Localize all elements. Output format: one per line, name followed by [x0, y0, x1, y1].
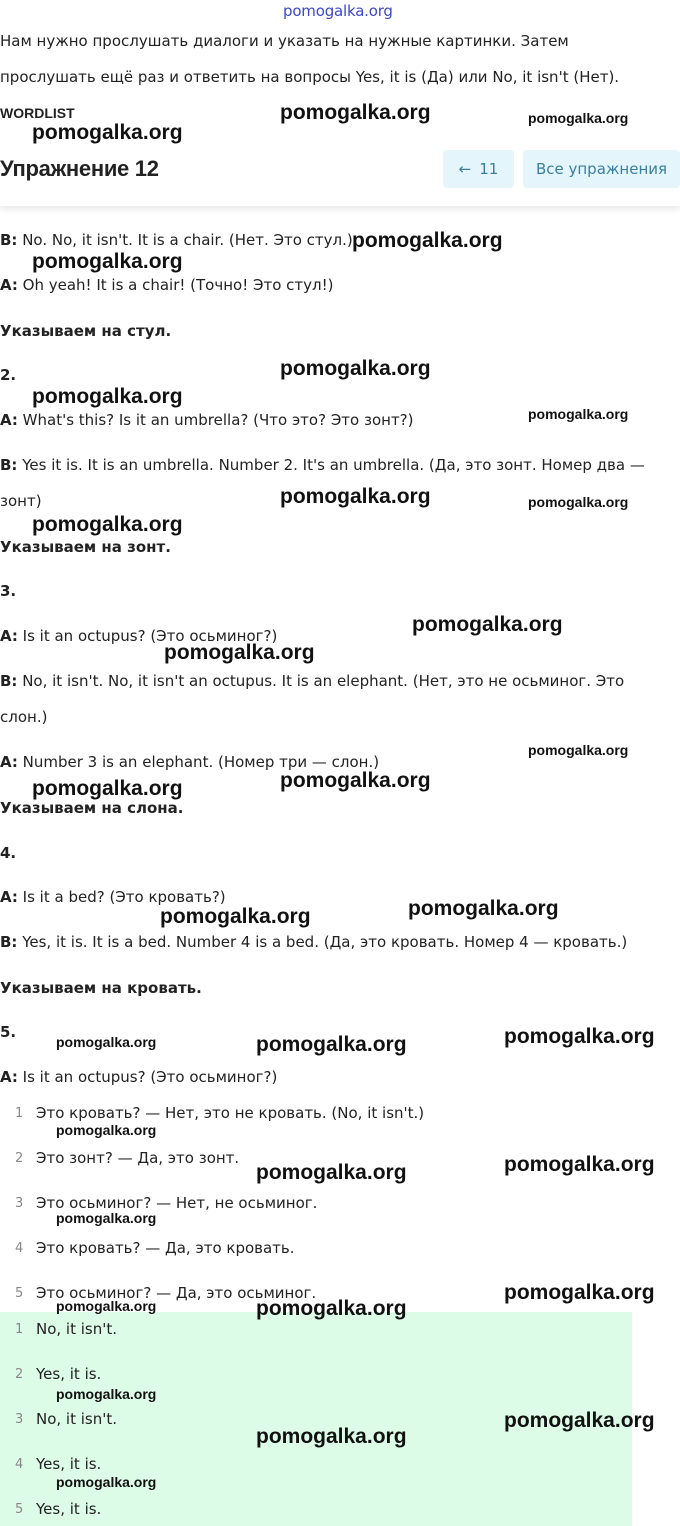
question-number: 5	[15, 1286, 24, 1301]
watermark: pomogalka.org	[256, 1161, 407, 1184]
dialog-line: зонт)	[0, 492, 42, 510]
watermark: pomogalka.org	[160, 905, 311, 928]
instruction-line: Указываем на слона.	[0, 799, 184, 817]
section-number: 2.	[0, 366, 17, 384]
question-number: 1	[15, 1106, 24, 1121]
section-number: 3.	[0, 582, 17, 600]
page-title: Упражнение 12	[0, 156, 159, 181]
question-number: 4	[15, 1241, 24, 1256]
section-number: 5.	[0, 1023, 17, 1041]
dialog-line: слон.)	[0, 708, 48, 726]
arrow-left-icon: ←	[458, 160, 472, 178]
answer-number: 1	[15, 1322, 24, 1337]
watermark: pomogalka.org	[528, 742, 629, 758]
dialog-line: B: No. No, it isn't. It is a chair. (Нет. Это стул.)	[0, 231, 353, 249]
dialog-line: A: Oh yeah! It is a chair! (Точно! Это стул!)	[0, 276, 334, 294]
question-item: Это зонт? — Да, это зонт.	[36, 1149, 240, 1167]
dialog-line: A: What's this? Is it an umbrella? (Что это? Это зонт?)	[0, 411, 414, 429]
watermark: pomogalka.org	[56, 1210, 157, 1226]
dialog-line: A: Is it a bed? (Это кровать?)	[0, 888, 226, 906]
answer-item: Yes, it is.	[36, 1365, 102, 1383]
watermark: pomogalka.org	[32, 777, 183, 800]
watermark: pomogalka.org	[352, 229, 503, 252]
intro-line-2: прослушать ещё раз и ответить на вопросы Yes, it is (Да) или No, it isn't (Нет).	[0, 68, 620, 86]
question-number: 3	[15, 1196, 24, 1211]
dialog-line: A: Is it an octupus? (Это осьминог?)	[0, 1068, 278, 1086]
all-exercises-label: Все упражнения	[535, 160, 668, 178]
watermark: pomogalka.org	[528, 406, 629, 422]
watermark: pomogalka.org	[412, 613, 563, 636]
wordlist-label[interactable]: WORDLIST	[0, 105, 75, 121]
answer-number: 3	[15, 1412, 24, 1427]
watermark: pomogalka.org	[504, 1153, 655, 1176]
answer-number: 5	[15, 1502, 24, 1517]
question-item: Это осьминог? — Да, это осьминог.	[36, 1284, 317, 1302]
dialog-line: B: Yes, it is. It is a bed. Number 4 is a bed. (Да, это кровать. Номер 4 — кровать.)	[0, 933, 628, 951]
watermark: pomogalka.org	[32, 385, 183, 408]
watermark: pomogalka.org	[280, 485, 431, 508]
dialog-line: A: Is it an octupus? (Это осьминог?)	[0, 627, 278, 645]
watermark: pomogalka.org	[504, 1025, 655, 1048]
watermark: pomogalka.org	[32, 121, 183, 144]
prev-exercise-button[interactable]	[443, 150, 514, 188]
watermark: pomogalka.org	[32, 250, 183, 273]
watermark: pomogalka.org	[256, 1033, 407, 1056]
watermark: pomogalka.org	[56, 1034, 157, 1050]
watermark: pomogalka.org	[56, 1386, 157, 1402]
watermark-top: pomogalka.org	[283, 2, 393, 20]
answer-number: 2	[15, 1367, 24, 1382]
answer-number: 4	[15, 1457, 24, 1472]
watermark: pomogalka.org	[256, 1297, 407, 1320]
answer-item: Yes, it is.	[36, 1455, 102, 1473]
answer-item: No, it isn't.	[36, 1320, 118, 1338]
instruction-line: Указываем на стул.	[0, 322, 172, 340]
watermark: pomogalka.org	[280, 769, 431, 792]
watermark: pomogalka.org	[32, 513, 183, 536]
instruction-line: Указываем на зонт.	[0, 538, 171, 556]
intro-line-1: Нам нужно прослушать диалоги и указать на нужные картинки. Затем	[0, 32, 569, 50]
question-item: Это кровать? — Да, это кровать.	[36, 1239, 295, 1257]
question-number: 2	[15, 1151, 24, 1166]
watermark: pomogalka.org	[280, 101, 431, 124]
watermark: pomogalka.org	[56, 1298, 157, 1314]
watermark: pomogalka.org	[164, 641, 315, 664]
section-number: 4.	[0, 844, 17, 862]
watermark: pomogalka.org	[408, 897, 559, 920]
all-exercises-button[interactable]	[523, 150, 680, 188]
watermark: pomogalka.org	[528, 494, 629, 510]
instruction-line: Указываем на кровать.	[0, 979, 202, 997]
question-item: Это осьминог? — Нет, не осьминог.	[36, 1194, 318, 1212]
dialog-line: A: Number 3 is an elephant. (Номер три — слон.)	[0, 753, 380, 771]
watermark: pomogalka.org	[504, 1281, 655, 1304]
watermark: pomogalka.org	[256, 1425, 407, 1448]
question-item: Это кровать? — Нет, это не кровать. (No, it isn't.)	[36, 1104, 425, 1122]
watermark: pomogalka.org	[56, 1474, 157, 1490]
watermark: pomogalka.org	[280, 357, 431, 380]
answer-item: Yes, it is.	[36, 1500, 102, 1518]
watermark: pomogalka.org	[56, 1122, 157, 1138]
exercise-header	[0, 140, 680, 206]
watermark: pomogalka.org	[504, 1409, 655, 1432]
prev-exercise-label: 11	[479, 160, 499, 178]
answer-item: No, it isn't.	[36, 1410, 118, 1428]
watermark: pomogalka.org	[528, 110, 629, 126]
dialog-line: B: Yes it is. It is an umbrella. Number 2. It's an umbrella. (Да, это зонт. Номер два —	[0, 456, 645, 474]
dialog-line: B: No, it isn't. No, it isn't an octupus. It is an elephant. (Нет, это не осьминог. Это	[0, 672, 625, 690]
